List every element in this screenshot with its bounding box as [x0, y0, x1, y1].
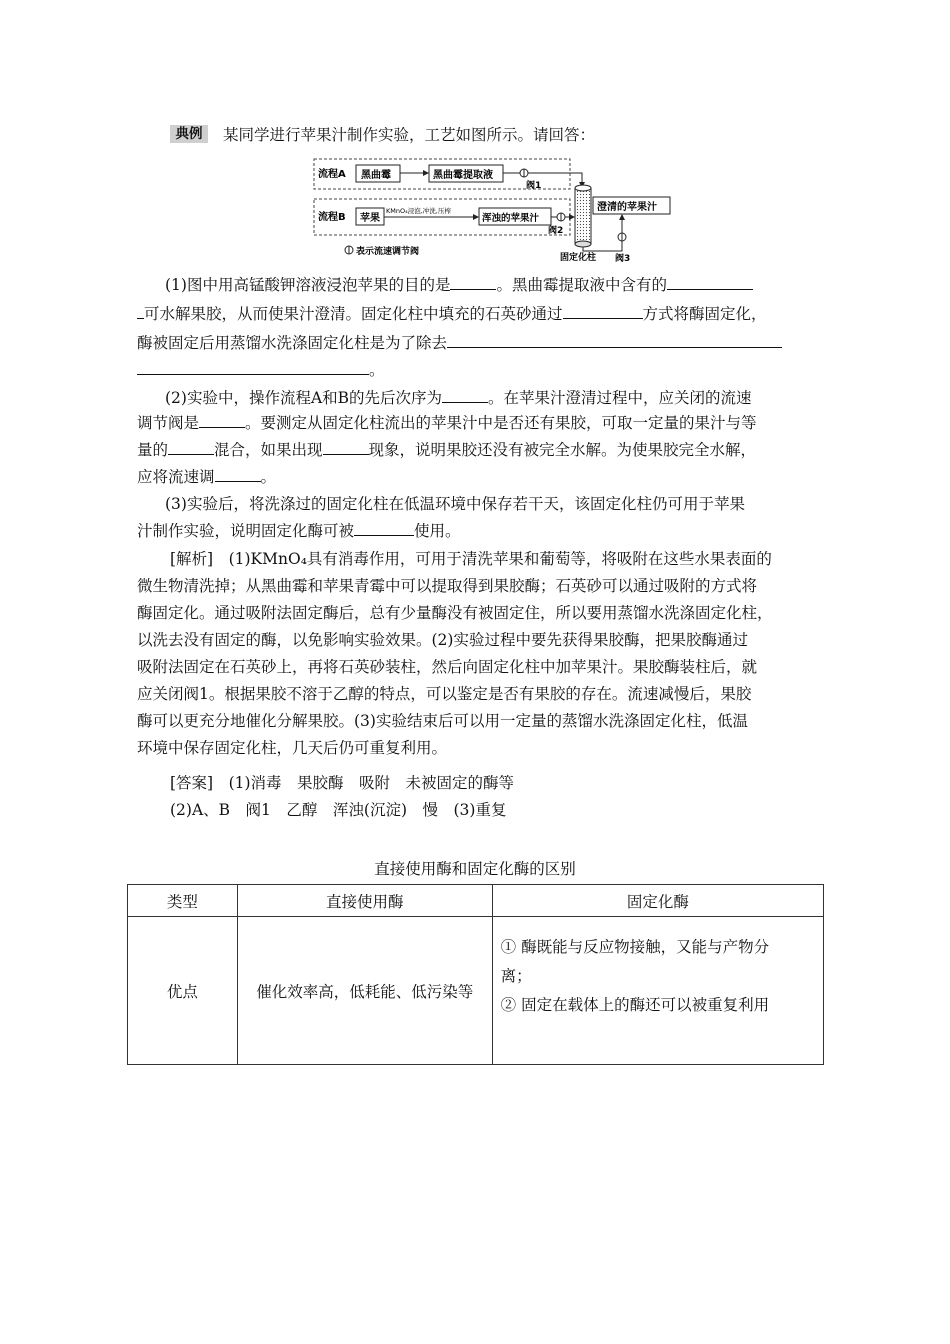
analysis-line-3: 酶固定化。通过吸附法固定酶后，总有少量酶没有被固定住，所以要用蒸馏水洗涤固定化柱，	[137, 604, 773, 622]
column-label: 固定化柱	[560, 253, 597, 263]
q1-line-4: 。	[137, 360, 385, 380]
table-row	[128, 917, 824, 1065]
flow-b-box2-text: 浑浊的苹果汁	[482, 213, 540, 224]
header-type: 类型	[128, 885, 238, 917]
analysis-line-2: 微生物清洗掉；从黑曲霉和苹果青霉中可以提取得到果胶酶；石英砂可以通过吸附的方式将	[137, 577, 758, 595]
table-header-row	[128, 885, 824, 917]
analysis-line-6: 应关闭阀1。根据果胶不溶于乙醇的特点，可以鉴定是否有果胶的存在。流速减慢后，果胶	[137, 685, 752, 703]
flow-b-process-text: KMnO₄浸泡,冲洗,压榨	[386, 207, 451, 215]
fixed-point-1b: 离；	[500, 967, 532, 985]
header-fixed-enzyme: 固定化酶	[492, 885, 823, 917]
q1-line-2: 可水解果胶，从而使果汁澄清。固定化柱中填充的石英砂通过 方式将酶固定化，	[137, 304, 767, 324]
valve-3-label: 阀3	[615, 254, 631, 264]
analysis-line-1: [解析] (1)KMnO₄具有消毒作用，可用于清洗苹果和葡萄等，将吸附在这些水果表面的	[170, 550, 772, 568]
analysis-line-5: 吸附法固定在石英砂上，再将石英砂装柱，然后向固定化柱中加苹果汁。果胶酶装柱后，就	[137, 658, 758, 676]
q3-line-1: (3)实验后，将洗涤过的固定化柱在低温环境中保存若干天，该固定化柱仍可用于苹果	[165, 495, 745, 513]
process-diagram	[312, 157, 708, 265]
output-box-text: 澄清的苹果汁	[597, 202, 657, 213]
answer-line-2: (2)A、B 阀1 乙醇 浑浊(沉淀) 慢 (3)重复	[170, 801, 507, 819]
cell-type: 优点	[128, 917, 238, 1065]
legend-text: 表示流速调节阀	[356, 247, 420, 257]
flow-a-box1-text: 黑曲霉	[361, 170, 391, 181]
example-tag: 典例	[170, 125, 208, 143]
flow-a-label: 流程A	[318, 169, 346, 180]
fixed-point-2: ② 固定在载体上的酶还可以被重复利用	[500, 996, 770, 1014]
q2-line-1: (2)实验中，操作流程A和B的先后次序为 。在苹果汁澄清过程中，应关闭的流速	[165, 389, 752, 407]
example-question: 某同学进行苹果汁制作实验，工艺如图所示。请回答：	[223, 126, 596, 144]
analysis-line-8: 环境中保存固定化柱，几天后仍可重复利用。	[137, 739, 448, 757]
flow-b-box1-text: 苹果	[360, 213, 380, 224]
valve-2-label: 阀2	[548, 226, 564, 236]
answer-line-1: [答案] (1)消毒 果胶酶 吸附 未被固定的酶等	[170, 774, 515, 792]
q1-line-3: 酶被固定后用蒸馏水洗涤固定化柱是为了除去	[137, 333, 782, 353]
fixed-point-1a: ① 酶既能与反应物接触，又能与产物分	[500, 938, 770, 956]
table-title: 直接使用酶和固定化酶的区别	[374, 860, 576, 878]
comparison-table	[127, 884, 824, 1065]
analysis-line-7: 酶可以更充分地催化分解果胶。(3)实验结束后可以用一定量的蒸馏水洗涤固定化柱，低温	[137, 712, 748, 730]
flow-b-label: 流程B	[318, 212, 346, 223]
q3-line-2: 汁制作实验，说明固定化酶可被 使用。	[137, 522, 461, 540]
q2-line-4: 应将流速调 。	[137, 468, 277, 486]
valve-1-label: 阀1	[526, 181, 542, 191]
cell-direct: 催化效率高，低耗能、低污染等	[237, 917, 492, 1065]
q2-line-3: 量的 混合，如果出现 现象，说明果胶还没有被完全水解。为使果胶完全水解，	[137, 441, 757, 459]
flow-a-box2-text: 黑曲霉提取液	[433, 170, 493, 181]
q2-line-2: 调节阀是 。要测定从固定化柱流出的苹果汁中是否还有果胶，可取一定量的果汁与等	[137, 414, 757, 432]
analysis-line-4: 以洗去没有固定的酶，以免影响实验效果。(2)实验过程中要先获得果胶酶，把果胶酶通过	[137, 631, 748, 649]
header-direct-enzyme: 直接使用酶	[237, 885, 492, 917]
fixed-column	[575, 188, 591, 244]
q1-line-1: (1)图中用高锰酸钾溶液浸泡苹果的目的是 。黑曲霉提取液中含有的	[165, 275, 753, 295]
cell-fixed	[492, 917, 823, 1065]
